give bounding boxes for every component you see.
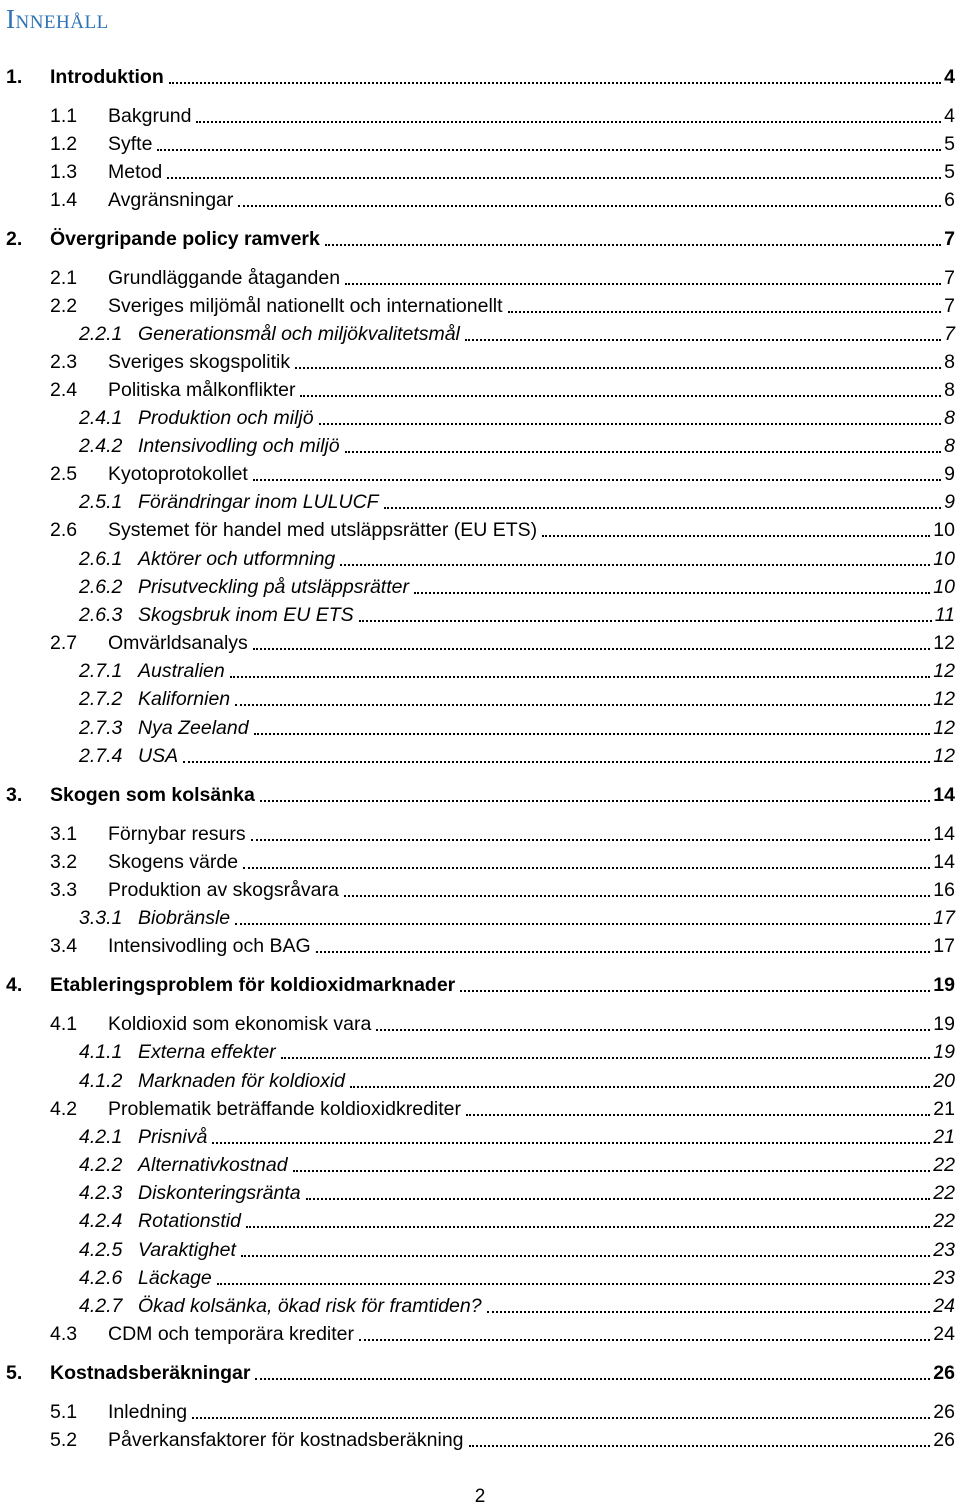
toc-entry-number: 2.5 <box>50 463 78 485</box>
toc-entry[interactable] <box>50 877 955 903</box>
dot-leader <box>238 187 941 213</box>
dot-leader <box>316 933 931 959</box>
toc-entry-page: 12 <box>933 632 955 654</box>
toc-entry[interactable] <box>50 1321 955 1347</box>
dot-leader <box>340 546 930 572</box>
toc-entry[interactable] <box>50 377 955 403</box>
toc-entry[interactable] <box>79 1293 955 1319</box>
toc-entry[interactable] <box>79 574 955 600</box>
dot-leader <box>192 1399 930 1425</box>
toc-entry-number: 3.3.1 <box>79 907 123 929</box>
toc-entry-title: Nya Zeeland <box>138 717 249 739</box>
toc-entry[interactable] <box>6 972 955 998</box>
toc-entry-title: CDM och temporära krediter <box>108 1323 354 1345</box>
toc-entry-number: 4.2.4 <box>79 1210 123 1232</box>
toc-entry-page: 23 <box>933 1267 955 1289</box>
toc-entry-title: Alternativkostnad <box>138 1154 288 1176</box>
toc-entry-number: 3.2 <box>50 851 78 873</box>
toc-entry-title: Diskonteringsränta <box>138 1182 301 1204</box>
dot-leader <box>169 64 941 90</box>
toc-entry-page: 23 <box>933 1239 955 1261</box>
toc-entry-title: Intensivodling och BAG <box>108 935 311 957</box>
dot-leader <box>465 321 941 347</box>
toc-entry-page: 26 <box>933 1401 955 1423</box>
dot-leader <box>246 1208 930 1234</box>
toc-entry-title: Biobränsle <box>138 907 231 929</box>
toc-entry-page: 14 <box>933 784 955 806</box>
toc-entry-title: Bakgrund <box>108 105 192 127</box>
dot-leader <box>350 1068 930 1094</box>
dot-leader <box>167 159 941 185</box>
dot-leader <box>376 1011 930 1037</box>
toc-entry-page: 19 <box>933 1013 955 1035</box>
dot-leader <box>508 293 942 319</box>
dot-leader <box>260 782 930 808</box>
toc-entry-number: 4.3 <box>50 1323 78 1345</box>
toc-entry-page: 20 <box>933 1070 955 1092</box>
toc-entry-page: 11 <box>934 604 955 626</box>
toc-entry-page: 22 <box>933 1182 955 1204</box>
toc-entry[interactable] <box>79 433 955 459</box>
toc-entry-number: 3.1 <box>50 823 78 845</box>
toc-entry-number: 1.1 <box>50 105 78 127</box>
toc-entry[interactable] <box>79 686 955 712</box>
dot-leader <box>196 103 941 129</box>
toc-entry-number: 1.2 <box>50 133 78 155</box>
toc-entry-page: 12 <box>933 717 955 739</box>
toc-entry-page: 24 <box>933 1295 955 1317</box>
toc-entry-number: 2.2 <box>50 295 78 317</box>
toc-entry-page: 14 <box>933 823 955 845</box>
toc-entry-page: 21 <box>933 1098 955 1120</box>
toc-entry-title: Prisnivå <box>138 1126 208 1148</box>
toc-entry-title: Grundläggande åtaganden <box>108 267 341 289</box>
toc-entry[interactable] <box>79 658 955 684</box>
toc-entry[interactable] <box>79 489 955 515</box>
toc-entry[interactable] <box>50 349 955 375</box>
toc-entry-title: Produktion av skogsråvara <box>108 879 339 901</box>
toc-entry[interactable] <box>79 602 955 628</box>
toc-entry-title: Metod <box>108 161 163 183</box>
toc-entry-number: 2.4.2 <box>79 435 123 457</box>
toc-entry-number: 4.2 <box>50 1098 78 1120</box>
toc-entry[interactable] <box>79 905 955 931</box>
toc-entry[interactable] <box>79 1265 955 1291</box>
toc-entry[interactable] <box>79 405 955 431</box>
toc-entry-title: Externa effekter <box>138 1041 276 1063</box>
toc-entry-title: Rotationstid <box>138 1210 241 1232</box>
toc-entry-page: 8 <box>944 435 955 457</box>
toc-entry[interactable] <box>79 321 955 347</box>
toc-heading: Innehåll <box>6 4 109 34</box>
dot-leader <box>254 715 931 741</box>
toc-entry-page: 6 <box>944 189 955 211</box>
dot-leader <box>325 226 941 252</box>
toc-entry-title: Systemet för handel med utsläppsrätter (EU ETS) <box>108 519 538 541</box>
toc-entry-page: 21 <box>933 1126 955 1148</box>
toc-entry-title: Skogsbruk inom EU ETS <box>138 604 354 626</box>
toc-entry-page: 8 <box>944 351 955 373</box>
toc-entry[interactable] <box>6 782 955 808</box>
toc-entry[interactable] <box>79 1152 955 1178</box>
toc-entry-title: Etableringsproblem för koldioxidmarknader <box>50 974 456 996</box>
dot-leader <box>487 1293 931 1319</box>
toc-entry-page: 7 <box>944 295 955 317</box>
toc-entry-number: 4.1.2 <box>79 1070 123 1092</box>
toc-entry-number: 3.3 <box>50 879 78 901</box>
toc-entry-title: Intensivodling och miljö <box>138 435 340 457</box>
toc-entry[interactable] <box>50 187 955 213</box>
toc-entry[interactable] <box>50 1427 955 1453</box>
toc-entry-page: 8 <box>944 407 955 429</box>
toc-entry-number: 4.2.2 <box>79 1154 123 1176</box>
toc-entry[interactable] <box>79 1237 955 1263</box>
toc-entry[interactable] <box>50 1011 955 1037</box>
toc-entry-number: 2.7.3 <box>79 717 123 739</box>
toc-entry-title: Australien <box>138 660 225 682</box>
toc-entry-title: Förändringar inom LULUCF <box>138 491 379 513</box>
dot-leader <box>253 630 931 656</box>
toc-entry[interactable] <box>79 546 955 572</box>
toc-entry-title: Ökad kolsänka, ökad risk för framtiden? <box>138 1295 482 1317</box>
toc-entry-title: Skogens värde <box>108 851 239 873</box>
toc-entry[interactable] <box>79 1039 955 1065</box>
toc-entry[interactable] <box>50 933 955 959</box>
toc-entry-number: 4.1 <box>50 1013 78 1035</box>
toc-entry[interactable] <box>50 131 955 157</box>
toc-entry-title: Avgränsningar <box>108 189 234 211</box>
toc-entry-number: 3.4 <box>50 935 78 957</box>
toc-entry-title: Kyotoprotokollet <box>108 463 248 485</box>
dot-leader <box>217 1265 931 1291</box>
toc-entry-page: 14 <box>933 851 955 873</box>
dot-leader <box>235 905 930 931</box>
toc-entry-number: 2.7 <box>50 632 78 654</box>
toc-entry-title: Förnybar resurs <box>108 823 246 845</box>
dot-leader <box>293 1152 931 1178</box>
toc-entry-number: 2. <box>6 228 23 250</box>
toc-entry-title: Sveriges skogspolitik <box>108 351 291 373</box>
toc-entry-number: 1.4 <box>50 189 78 211</box>
toc-entry-page: 24 <box>933 1323 955 1345</box>
toc-entry[interactable] <box>79 715 955 741</box>
dot-leader <box>235 686 930 712</box>
dot-leader <box>466 1096 930 1122</box>
toc-entry-title: Koldioxid som ekonomisk vara <box>108 1013 372 1035</box>
toc-entry-number: 2.6.2 <box>79 576 123 598</box>
dot-leader <box>344 877 930 903</box>
toc-entry[interactable] <box>50 517 955 543</box>
toc-entry[interactable] <box>50 1096 955 1122</box>
toc-entry-number: 2.5.1 <box>79 491 123 513</box>
toc-entry-title: Syfte <box>108 133 153 155</box>
toc-entry-page: 12 <box>933 660 955 682</box>
toc-entry[interactable] <box>50 630 955 656</box>
toc-entry[interactable] <box>79 1208 955 1234</box>
toc-entry-number: 2.4 <box>50 379 78 401</box>
toc-entry-title: Problematik beträffande koldioxidkrediter <box>108 1098 461 1120</box>
toc-entry-number: 4.1.1 <box>79 1041 123 1063</box>
toc-entry-page: 10 <box>933 548 955 570</box>
dot-leader <box>319 405 942 431</box>
toc-entry-title: Produktion och miljö <box>138 407 314 429</box>
dot-leader <box>230 658 931 684</box>
toc-entry[interactable] <box>79 1068 955 1094</box>
toc-entry-page: 5 <box>944 161 955 183</box>
toc-entry[interactable] <box>6 226 955 252</box>
toc-entry-number: 2.1 <box>50 267 78 289</box>
dot-leader <box>460 972 930 998</box>
toc-entry-number: 2.2.1 <box>79 323 123 345</box>
toc-entry-number: 4.2.3 <box>79 1182 123 1204</box>
toc-entry[interactable] <box>50 103 955 129</box>
toc-entry[interactable] <box>50 159 955 185</box>
toc-entry-number: 2.6.3 <box>79 604 123 626</box>
toc-entry-number: 2.4.1 <box>79 407 123 429</box>
toc-entry[interactable] <box>79 743 955 769</box>
toc-entry-page: 17 <box>933 907 955 929</box>
toc-entry-number: 1.3 <box>50 161 78 183</box>
dot-leader <box>253 461 941 487</box>
dot-leader <box>306 1180 931 1206</box>
toc-entry-page: 19 <box>933 974 955 996</box>
toc-entry[interactable] <box>50 821 955 847</box>
toc-entry-title: Introduktion <box>50 66 164 88</box>
toc-entry-title: Övergripande policy ramverk <box>50 228 320 250</box>
dot-leader <box>300 377 941 403</box>
toc-entry-title: Sveriges miljömål nationellt och internationellt <box>108 295 503 317</box>
toc-entry-page: 7 <box>944 323 955 345</box>
toc-entry-number: 5.1 <box>50 1401 78 1423</box>
toc-entry-title: Varaktighet <box>138 1239 236 1261</box>
toc-entry-title: Kalifornien <box>138 688 231 710</box>
toc-entry-number: 2.7.4 <box>79 745 123 767</box>
toc-entry-number: 2.3 <box>50 351 78 373</box>
toc-entry-number: 4.2.6 <box>79 1267 123 1289</box>
toc-entry-title: Kostnadsberäkningar <box>50 1362 251 1384</box>
toc-entry[interactable] <box>79 1124 955 1150</box>
dot-leader <box>295 349 941 375</box>
dot-leader <box>251 821 931 847</box>
toc-entry-number: 5.2 <box>50 1429 78 1451</box>
page-number: 2 <box>474 1486 486 1507</box>
toc-entry[interactable] <box>50 1399 955 1425</box>
toc-entry-title: Generationsmål och miljökvalitetsmål <box>138 323 460 345</box>
dot-leader <box>345 265 941 291</box>
toc-entry-title: Inledning <box>108 1401 188 1423</box>
dot-leader <box>157 131 941 157</box>
toc-entry-page: 22 <box>933 1210 955 1232</box>
toc-entry-page: 12 <box>933 688 955 710</box>
toc-entry-number: 2.6.1 <box>79 548 123 570</box>
toc-entry[interactable] <box>50 293 955 319</box>
toc-entry-title: Påverkansfaktorer för kostnadsberäkning <box>108 1429 464 1451</box>
toc-entry-page: 12 <box>933 745 955 767</box>
toc-entry-title: Politiska målkonflikter <box>108 379 296 401</box>
toc-entry-title: USA <box>138 745 179 767</box>
dot-leader <box>243 849 930 875</box>
toc-entry[interactable] <box>50 461 955 487</box>
dot-leader <box>255 1360 930 1386</box>
toc-entry[interactable] <box>6 64 955 90</box>
toc-entry-page: 10 <box>933 519 955 541</box>
dot-leader <box>345 433 942 459</box>
toc-entry-page: 4 <box>944 66 955 88</box>
toc-entry-number: 1. <box>6 66 23 88</box>
toc-entry-number: 4. <box>6 974 23 996</box>
toc-entry-number: 2.7.2 <box>79 688 123 710</box>
toc-entry-number: 5. <box>6 1362 23 1384</box>
toc-entry-page: 26 <box>933 1429 955 1451</box>
toc-entry[interactable] <box>79 1180 955 1206</box>
toc-entry-page: 10 <box>933 576 955 598</box>
toc-entry-page: 4 <box>944 105 955 127</box>
toc-entry-number: 4.2.5 <box>79 1239 123 1261</box>
dot-leader <box>359 1321 930 1347</box>
toc-entry-title: Aktörer och utformning <box>138 548 336 570</box>
toc-entry[interactable] <box>6 1360 955 1386</box>
dot-leader <box>359 602 932 628</box>
toc-entry-page: 7 <box>944 267 955 289</box>
toc-entry-page: 9 <box>944 463 955 485</box>
dot-leader <box>183 743 930 769</box>
toc-entry-number: 3. <box>6 784 23 806</box>
dot-leader <box>469 1427 931 1453</box>
dot-leader <box>281 1039 931 1065</box>
toc-entry-page: 22 <box>933 1154 955 1176</box>
toc-entry-page: 9 <box>944 491 955 513</box>
toc-entry-title: Marknaden för koldioxid <box>138 1070 346 1092</box>
toc-entry-page: 5 <box>944 133 955 155</box>
toc-entry-page: 7 <box>944 228 955 250</box>
toc-entry-page: 17 <box>933 935 955 957</box>
dot-leader <box>384 489 942 515</box>
toc-entry-number: 4.2.7 <box>79 1295 123 1317</box>
toc-entry-title: Läckage <box>138 1267 212 1289</box>
toc-entry-number: 2.6 <box>50 519 78 541</box>
dot-leader <box>414 574 930 600</box>
toc-entry-page: 19 <box>933 1041 955 1063</box>
dot-leader <box>241 1237 930 1263</box>
toc-entry[interactable] <box>50 265 955 291</box>
toc-entry-page: 16 <box>933 879 955 901</box>
dot-leader <box>212 1124 930 1150</box>
dot-leader <box>542 517 930 543</box>
toc-entry-number: 2.7.1 <box>79 660 123 682</box>
toc-entry-page: 26 <box>933 1362 955 1384</box>
toc-entry-title: Prisutveckling på utsläppsrätter <box>138 576 409 598</box>
toc-entry-number: 4.2.1 <box>79 1126 123 1148</box>
toc-entry-title: Omvärldsanalys <box>108 632 248 654</box>
toc-entry-title: Skogen som kolsänka <box>50 784 255 806</box>
toc-entry-page: 8 <box>944 379 955 401</box>
toc-entry[interactable] <box>50 849 955 875</box>
